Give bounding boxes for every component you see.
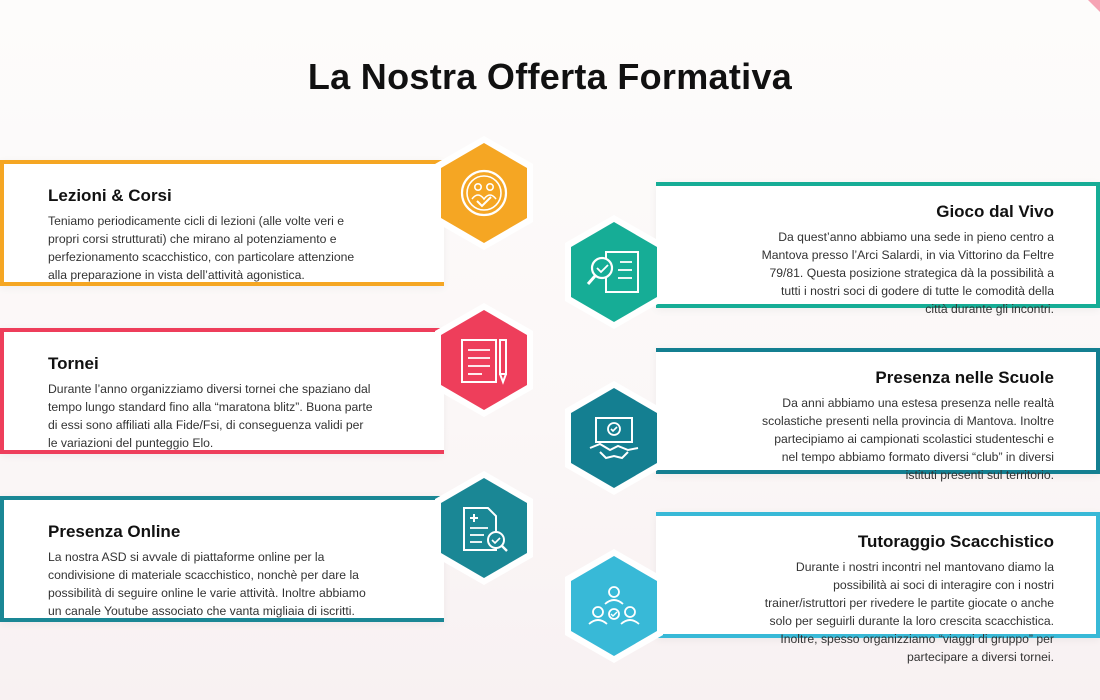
handshake-icon [562,378,666,498]
panel-title: Lezioni & Corsi [48,186,172,205]
panel-title: Presenza nelle Scuole [875,368,1054,387]
panel-lezioni-corsi [0,160,444,286]
panel-title: Gioco dal Vivo [936,202,1054,221]
panel-tornei [0,328,444,454]
panel-text: Durante l’anno organizziamo diversi tornei che spaziano dal tempo lungo standard fino alla “maratona blitz”. Buona parte di essi sono affiliati alla Fide/Fsi, di conseguenza validi per le variazioni del punteggio Elo. [48,382,373,450]
panel-text: La nostra ASD si avvale di piattaforme online per la condivisione di materiale scacchistico, nonchè per dare la possibilità di seguire online le varie attività. Inoltre abbiamo un canale Youtube associato che vanta migliaia di iscritti. [48,550,366,618]
panel-text: Teniamo periodicamente cicli di lezioni (alle volte veri e propri corsi strutturati) che mirano al potenziamento e perfezionamento scacchistico, con particolare attenzione alla preparazione in vista dell’attività agonistica. [48,214,355,282]
medical-report-icon [432,468,536,588]
team-icon [562,546,666,666]
panel-text: Durante i nostri incontri nel mantovano diamo la possibilità ai soci di interagire con i nostri trainer/istruttori per rivedere le partite giocate o anche solo per seguirli durante la loro crescita scacchistica. Inoltre, spesso organizziamo “viaggi di gruppo” per partecipare a diversi tornei. [764,560,1054,664]
panel-text: Da quest’anno abbiamo una sede in pieno centro a Mantova presso l’Arci Salardi, in via Vittorino da Feltre 79/81. Questa posizione strategica dà la possibilità a tutti i nostri soci di godere di tutte le comodità della città durante gli incontri. [761,230,1054,316]
panel-presenza-online [0,496,444,622]
panel-gioco-dal-vivo [656,182,1100,316]
panel-tutoraggio [656,512,1100,664]
people-circle-icon [432,133,536,253]
panel-title: Presenza Online [48,522,181,541]
page-title: La Nostra Offerta Formativa [307,56,793,97]
panel-title: Tutoraggio Scacchistico [857,532,1054,551]
document-search-icon [562,212,666,332]
corner-accent [1088,0,1100,12]
panel-text: Da anni abbiamo una estesa presenza nelle realtà scolastiche presenti nella provincia di Mantova. Inoltre partecipiamo ai campionati scolastici studenteschi e nel tempo abbiamo formato diversi “club” in diversi istituti presenti sul territorio. [762,396,1054,482]
panel-presenza-scuole [656,348,1100,482]
panel-title: Tornei [48,354,99,373]
notepad-pencil-icon [432,300,536,420]
